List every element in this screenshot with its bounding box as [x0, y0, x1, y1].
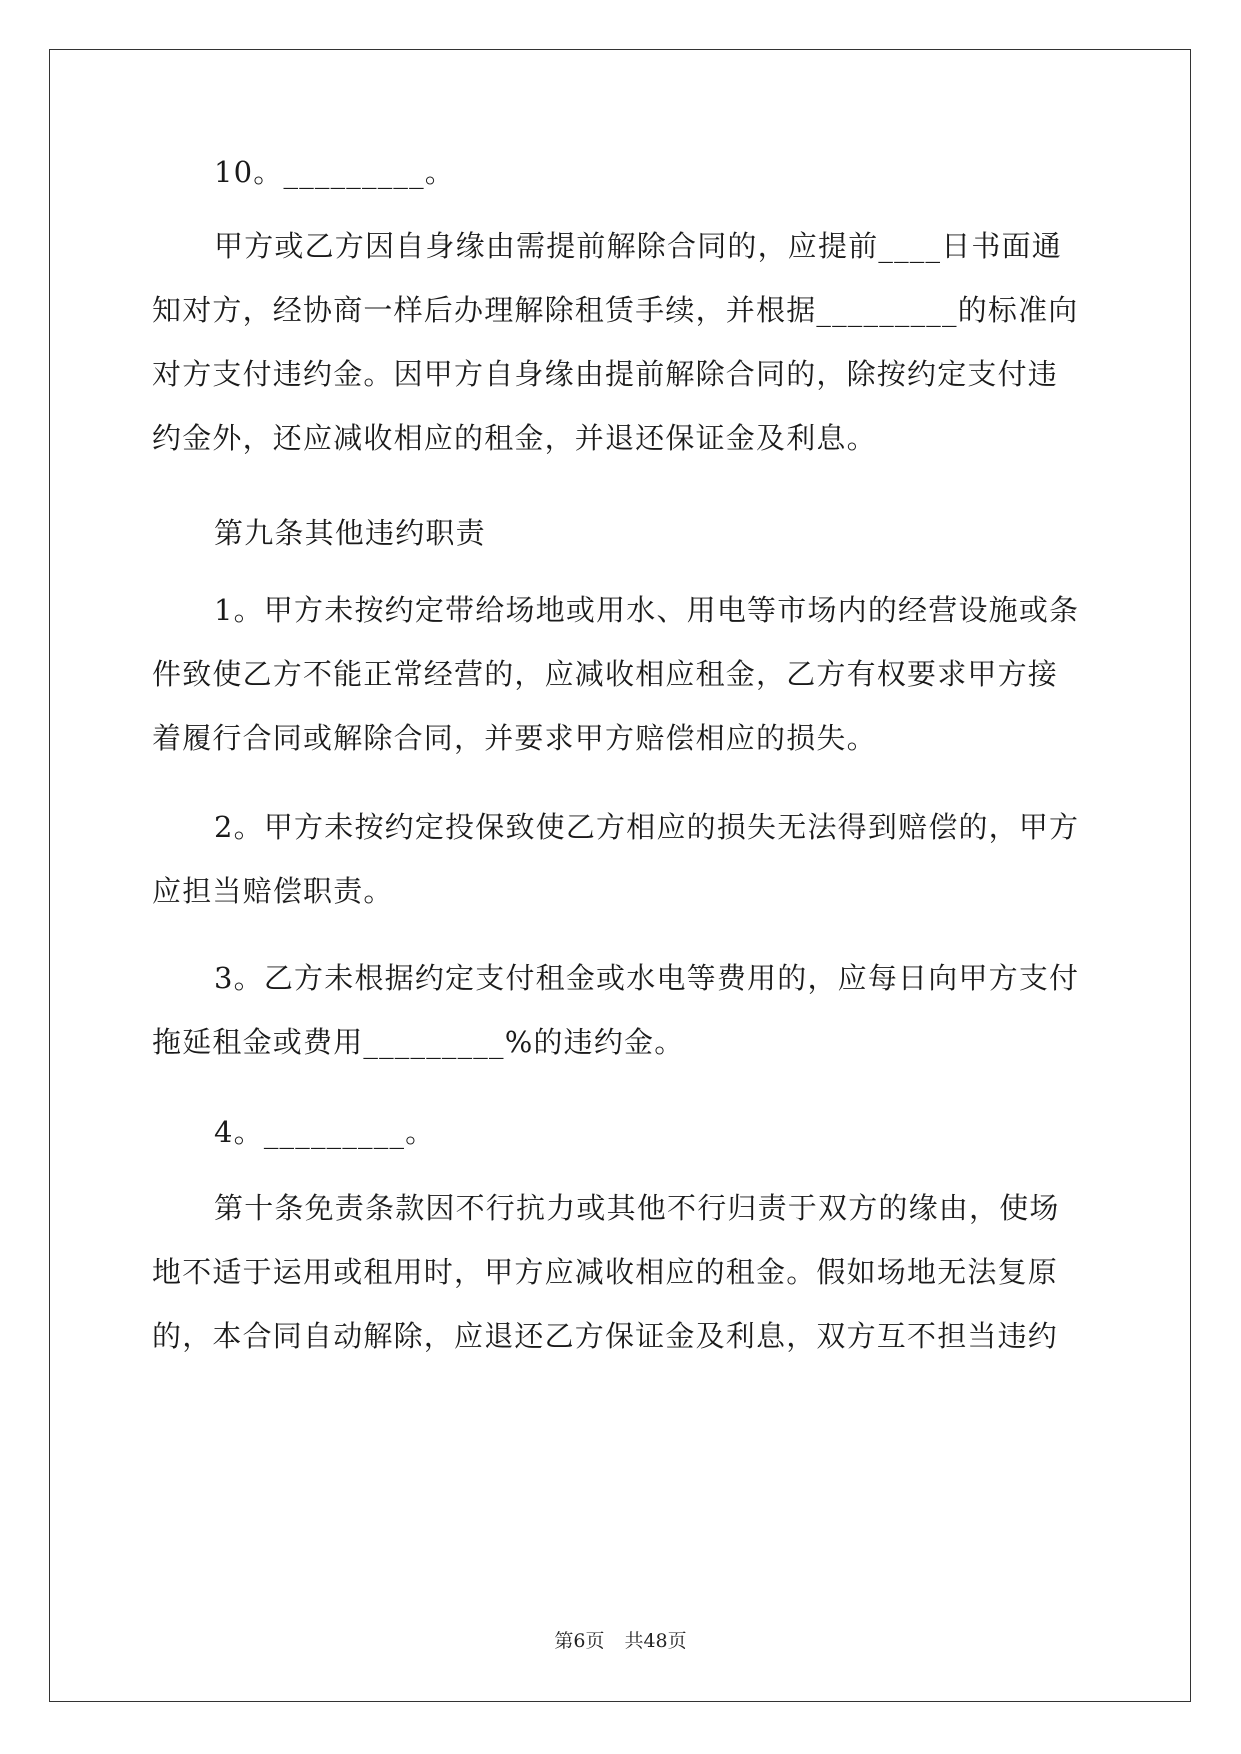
paragraph-article-10	[152, 1176, 1087, 1368]
paragraph-item-4	[152, 1100, 1087, 1164]
paragraph-item-3	[152, 946, 1087, 1074]
paragraph-item-1	[152, 578, 1087, 770]
text-line: 对方支付违约金。因甲方自身缘由提前解除合同的，除按约定支付违	[152, 357, 1059, 391]
text-line: 的，本合同自动解除，应退还乙方保证金及利息，双方互不担当违约	[152, 1319, 1059, 1353]
paragraph-article-9-heading	[152, 501, 1087, 565]
text-line: 地不适于运用或租用时，甲方应减收相应的租金。假如场地无法复原	[152, 1255, 1059, 1289]
page-number: 第6页	[554, 1630, 605, 1652]
text-line: 2。甲方未按约定投保致使乙方相应的损失无法得到赔偿的，甲方	[214, 810, 1080, 844]
text-line: 拖延租金或费用_________%的违约金。	[152, 1025, 685, 1059]
text-line: 甲方或乙方因自身缘由需提前解除合同的，应提前____日书面通	[214, 229, 1063, 263]
text-line: 约金外，还应减收相应的租金，并退还保证金及利息。	[152, 421, 877, 455]
paragraph-early-termination	[152, 214, 1087, 470]
page-total: 共48页	[624, 1630, 687, 1652]
text-line: 着履行合同或解除合同，并要求甲方赔偿相应的损失。	[152, 721, 877, 755]
text-line: 3。乙方未根据约定支付租金或水电等费用的，应每日向甲方支付	[214, 961, 1080, 995]
page-footer	[0, 1626, 1241, 1653]
text-line: 知对方，经协商一样后办理解除租赁手续，并根据_________的标准向	[152, 293, 1079, 327]
text-line: 10。_________。	[214, 155, 456, 189]
text-line: 件致使乙方不能正常经营的，应减收相应租金，乙方有权要求甲方接	[152, 657, 1059, 691]
text-line: 应担当赔偿职责。	[152, 874, 394, 908]
text-line: 第九条其他违约职责	[214, 516, 486, 550]
text-line: 第十条免责条款因不行抗力或其他不行归责于双方的缘由，使场	[214, 1191, 1060, 1225]
text-line: 1。甲方未按约定带给场地或用水、用电等市场内的经营设施或条	[214, 593, 1080, 627]
paragraph-item-2	[152, 795, 1087, 923]
text-line: 4。_________。	[214, 1115, 436, 1149]
paragraph-item-10	[152, 140, 1087, 204]
